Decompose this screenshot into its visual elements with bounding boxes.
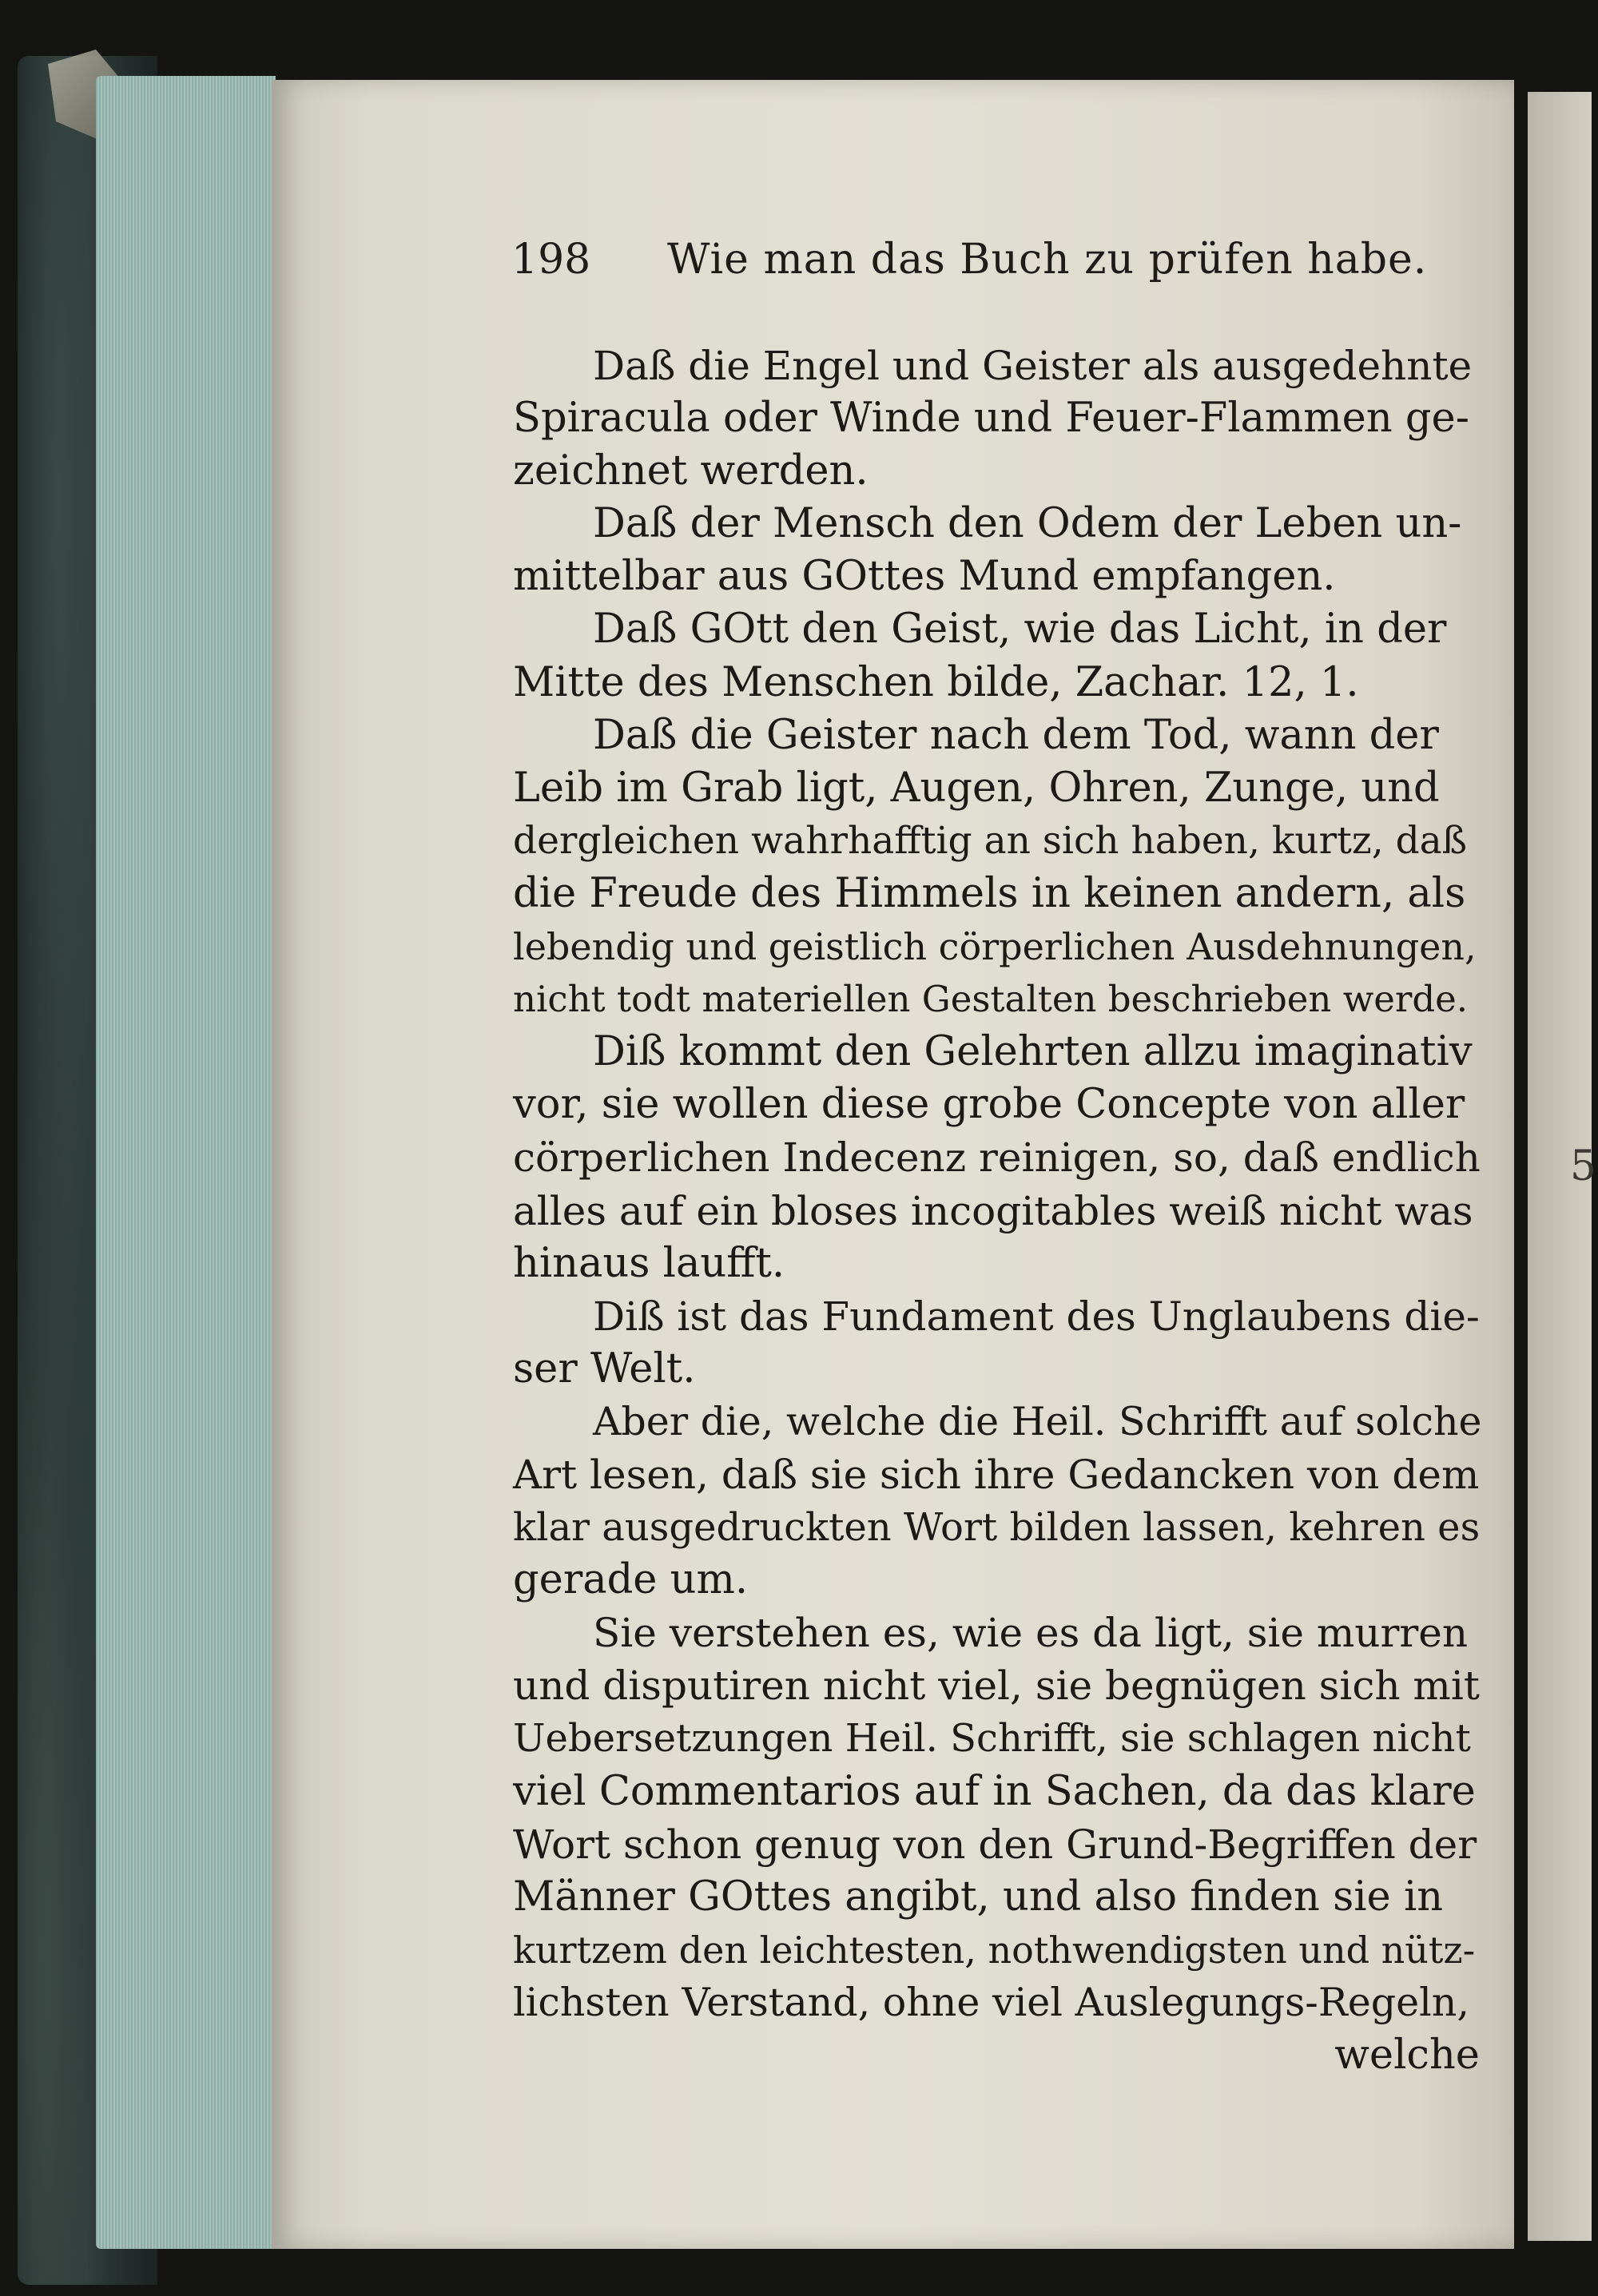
next-page-fragment: 5	[1570, 1142, 1597, 1190]
text-line: kurtzem den leichtesten, nothwendigsten und nütz-	[513, 1928, 1476, 1972]
text-line: hinaus laufft.	[513, 1239, 785, 1287]
text-line: vor, sie wollen diese grobe Concepte von aller	[513, 1081, 1465, 1129]
text-line: Art lesen, daß sie sich ihre Gedancken von dem	[513, 1451, 1480, 1498]
text-line: ser Welt.	[513, 1345, 696, 1392]
text-line: Mitte des Menschen bilde, Zachar. 12, 1.	[513, 658, 1359, 706]
text-line: klar ausgedruckten Wort bilden lassen, kehren es	[513, 1505, 1481, 1551]
text-line: und disputiren nicht viel, sie begnügen sich mit	[513, 1662, 1480, 1710]
catchword: welche	[1334, 2032, 1480, 2079]
text-line: zeichnet werden.	[513, 447, 869, 495]
text-line: Daß der Mensch den Odem der Leben un-	[593, 500, 1462, 548]
page-edges	[96, 76, 276, 2249]
text-line: Diß kommt den Gelehrten allzu imaginativ	[593, 1028, 1473, 1076]
text-line: Aber die, welche die Heil. Schrifft auf solche	[593, 1398, 1482, 1444]
text-line: Männer GOttes angibt, und also finden sie in	[513, 1873, 1444, 1921]
text-line: Spiracula oder Winde und Feuer-Flammen ge-	[513, 395, 1469, 443]
text-line: viel Commentarios auf in Sachen, da das klare	[513, 1767, 1476, 1815]
text-line: Daß die Engel und Geister als ausgedehnte	[593, 343, 1473, 389]
text-line: gerade um.	[513, 1556, 749, 1604]
text-line: Daß die Geister nach dem Tod, wann der	[593, 711, 1439, 759]
text-line: lebendig und geistlich cörperlichen Ausdehnungen,	[513, 925, 1477, 969]
text-line: cörperlichen Indecenz reinigen, so, daß endlich	[513, 1134, 1481, 1182]
text-line: Wort schon genug von den Grund-Begriffen der	[513, 1821, 1477, 1868]
text-line: nicht todt materiellen Gestalten beschrieben werde.	[513, 978, 1469, 1021]
page-header	[511, 236, 1470, 292]
text-line: Sie verstehen es, wie es da ligt, sie murren	[593, 1610, 1469, 1657]
text-line: alles auf ein bloses incogitables weiß nicht was	[513, 1187, 1473, 1234]
text-line: Leib im Grab ligt, Augen, Ohren, Zunge, und	[513, 764, 1440, 812]
text-line: Uebersetzungen Heil. Schrifft, sie schlagen nicht	[513, 1716, 1471, 1762]
page-number: 198	[511, 236, 591, 284]
text-line: dergleichen wahrhafftig an sich haben, kurtz, daß	[513, 818, 1468, 863]
text-line: Daß GOtt den Geist, wie das Licht, in der	[593, 606, 1447, 653]
running-head: Wie man das Buch zu prüfen habe.	[667, 236, 1428, 284]
text-line: mittelbar aus GOttes Mund empfangen.	[513, 553, 1336, 601]
text-line: die Freude des Himmels in keinen andern, als	[513, 869, 1466, 917]
page-body	[513, 340, 1484, 2082]
text-line: Diß ist das Fundament des Unglaubens die-	[593, 1293, 1480, 1340]
text-line: lichsten Verstand, ohne viel Auslegungs-Regeln,	[513, 1979, 1469, 2025]
